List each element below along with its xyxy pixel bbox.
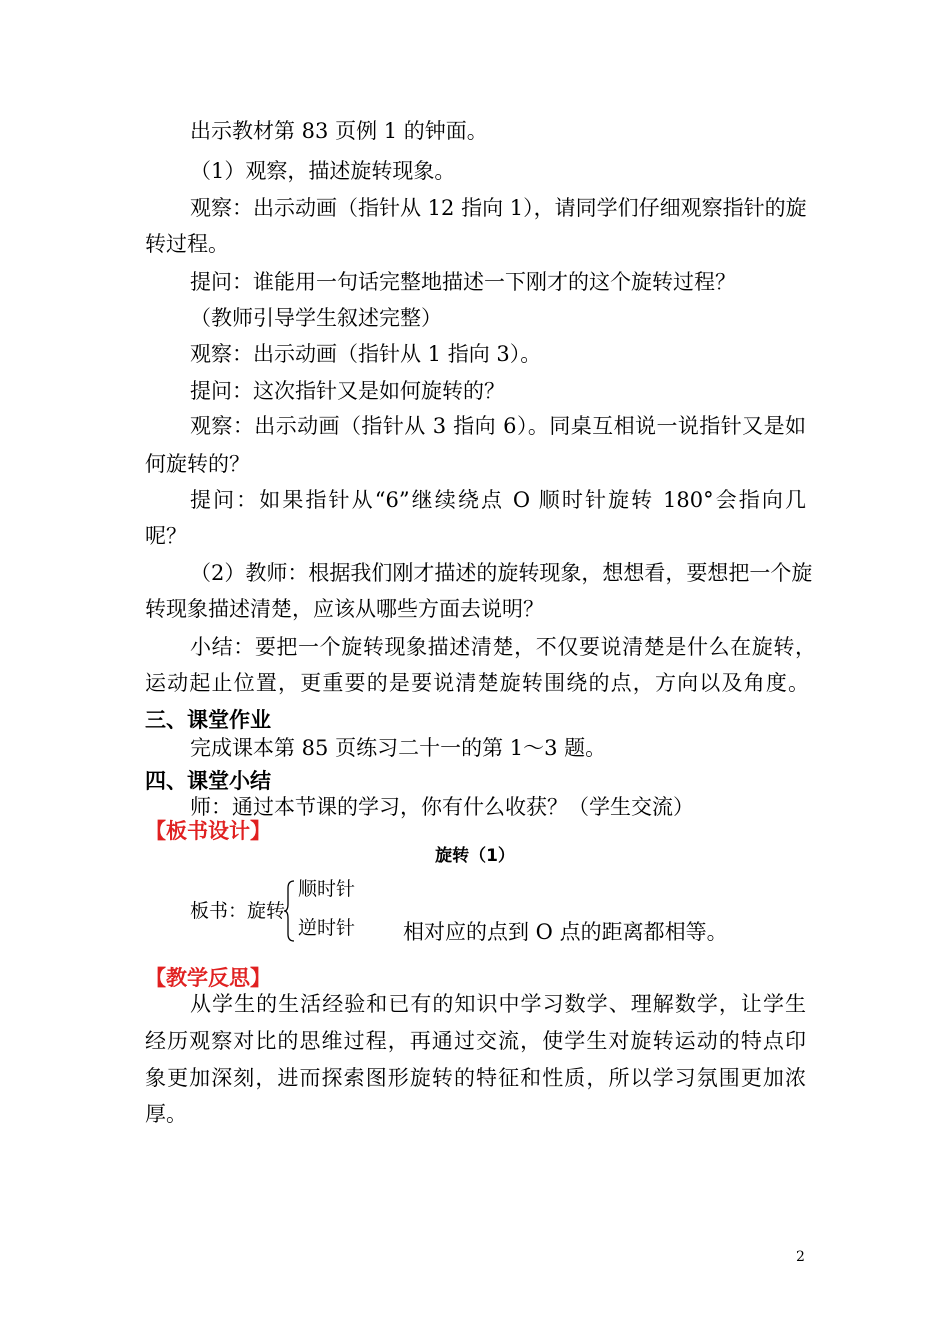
- board-branch-counterclockwise: 逆时针: [298, 917, 356, 939]
- section-3-heading: 三、课堂作业: [145, 708, 271, 732]
- page-number: 2: [796, 1249, 805, 1265]
- lesson-line-9a: 提问：如果指针从“6”继续绕点 O 顺时针旋转 180°会指向几: [190, 488, 806, 512]
- lesson-line-8b: 何旋转的？: [145, 452, 250, 476]
- reflection-line-3: 象更加深刻，进而探索图形旋转的特征和性质，所以学习氛围更加浓: [145, 1066, 806, 1090]
- lesson-line-4: 提问：谁能用一句话完整地描述一下刚才的这个旋转过程？: [190, 270, 736, 294]
- lesson-line-2: （1）观察，描述旋转现象。: [190, 159, 456, 183]
- section-4-heading: 四、课堂小结: [145, 769, 271, 793]
- section-3-text: 完成课本第 85 页练习二十一的第 1～3 题。: [190, 736, 607, 760]
- board-label: 板书：旋转: [190, 900, 286, 922]
- lesson-line-11b: 运动起止位置，更重要的是要说清楚旋转围绕的点，方向以及角度。: [145, 671, 809, 695]
- lesson-line-3b: 转过程。: [145, 232, 229, 256]
- lesson-line-8a: 观察：出示动画（指针从 3 指向 6）。同桌互相说一说指针又是如: [190, 414, 806, 438]
- reflection-heading: 【教学反思】: [145, 966, 271, 990]
- lesson-line-10b: 转现象描述清楚，应该从哪些方面去说明？: [145, 597, 544, 621]
- reflection-line-2: 经历观察对比的思维过程，再通过交流，使学生对旋转运动的特点印: [145, 1029, 806, 1053]
- board-design-heading: 【板书设计】: [145, 819, 271, 843]
- lesson-line-1: 出示教材第 83 页例 1 的钟面。: [190, 119, 488, 143]
- lesson-line-9b: 呢？: [145, 524, 187, 548]
- lesson-line-11a: 小结：要把一个旋转现象描述清楚，不仅要说清楚是什么在旋转，: [190, 635, 816, 659]
- section-4-text: 师：通过本节课的学习，你有什么收获？（学生交流）: [190, 795, 694, 819]
- brace-icon: [283, 880, 295, 942]
- lesson-line-3a: 观察：出示动画（指针从 12 指向 1），请同学们仔细观察指针的旋: [190, 196, 807, 220]
- lesson-line-7: 提问：这次指针又是如何旋转的？: [190, 379, 505, 403]
- board-note: 相对应的点到 O 点的距离都相等。: [403, 920, 728, 944]
- lesson-line-5: （教师引导学生叙述完整）: [190, 306, 442, 330]
- lesson-line-10a: （2）教师：根据我们刚才描述的旋转现象，想想看，要想把一个旋: [190, 561, 813, 585]
- reflection-line-1: 从学生的生活经验和已有的知识中学习数学、理解数学，让学生: [190, 992, 806, 1016]
- board-title: 旋转（1）: [435, 846, 515, 866]
- lesson-line-6: 观察：出示动画（指针从 1 指向 3）。: [190, 342, 542, 366]
- reflection-line-4: 厚。: [145, 1102, 187, 1126]
- board-branch-clockwise: 顺时针: [298, 878, 356, 900]
